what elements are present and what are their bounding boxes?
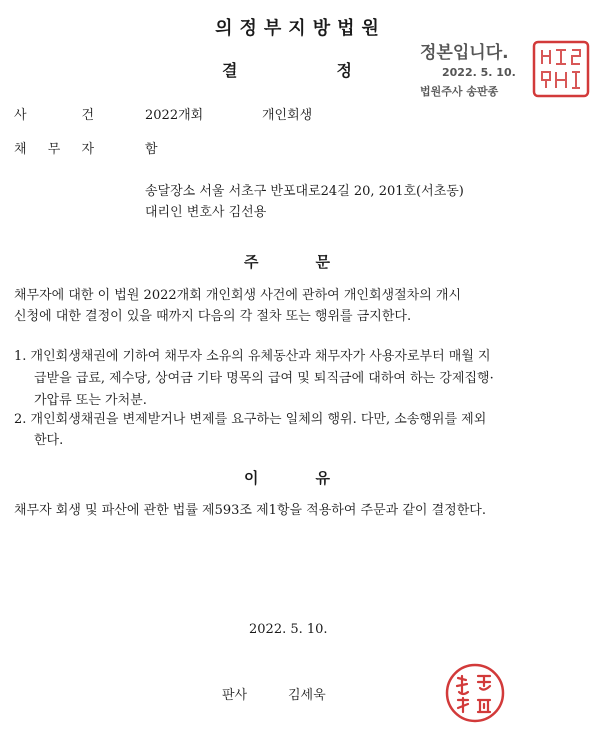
order-heading-char: 문	[315, 253, 330, 271]
order-paragraph-line: 신청에 대한 결정이 있을 때까지 다음의 각 절차 또는 행위를 금지한다.	[14, 309, 412, 324]
order-paragraph-line: 채무자에 대한 이 법원 2022개회 개인회생 사건에 관하여 개인회생절차의 개시	[14, 288, 462, 303]
certified-copy-text: 정본입니다.	[420, 43, 509, 63]
reason-heading-char: 이	[244, 469, 259, 487]
service-address: 송달장소 서울 서초구 반포대로24길 20, 201호(서초동)	[145, 184, 464, 199]
order-item-2-cont: 한다.	[34, 433, 64, 448]
decision-date: 2022. 5. 10.	[249, 622, 328, 637]
court-name: 의정부지방법원	[215, 18, 386, 39]
document-type	[222, 58, 352, 81]
certified-date: 2022. 5. 10.	[442, 66, 516, 79]
clerk-name: 법원주사 송판종	[420, 85, 499, 98]
order-heading	[244, 251, 330, 272]
judge-label: 판사	[222, 688, 248, 703]
debtor-label-char: 자	[81, 142, 94, 157]
doc-type-char: 결	[222, 61, 238, 80]
order-item-1-cont: 가압류 또는 가처분.	[34, 393, 147, 408]
court-seal-icon	[532, 40, 590, 98]
debtor-label-char: 채	[14, 142, 27, 157]
case-number: 2022개회	[145, 108, 204, 123]
order-item-1: 1. 개인회생채권에 기하여 채무자 소유의 유체동산과 채무자가 사용자로부터 매월 지	[14, 349, 491, 364]
judge-seal-icon	[444, 662, 506, 724]
debtor-label-char: 무	[47, 142, 61, 157]
legal-agent: 대리인 변호사 김선용	[145, 205, 267, 220]
judge-name: 김세욱	[288, 688, 326, 703]
reason-heading-char: 유	[315, 469, 330, 487]
doc-type-char: 정	[336, 61, 352, 80]
debtor-name: 함	[145, 142, 158, 157]
case-type: 개인회생	[262, 108, 313, 123]
reason-text: 채무자 회생 및 파산에 관한 법률 제593조 제1항을 적용하여 주문과 같이 결정한다.	[14, 503, 486, 518]
order-item-1-cont: 급받을 급료, 제수당, 상여금 기타 명목의 급여 및 퇴직금에 대하여 하는 강제집행·	[34, 371, 494, 386]
case-label	[14, 104, 94, 123]
case-label-char: 건	[81, 108, 94, 123]
debtor-label	[14, 138, 94, 157]
order-item-2: 2. 개인회생채권을 변제받거나 변제를 요구하는 일체의 행위. 다만, 소송행위를 제외	[14, 412, 487, 427]
order-heading-char: 주	[244, 253, 259, 271]
reason-heading	[244, 467, 330, 488]
case-label-char: 사	[14, 108, 27, 123]
